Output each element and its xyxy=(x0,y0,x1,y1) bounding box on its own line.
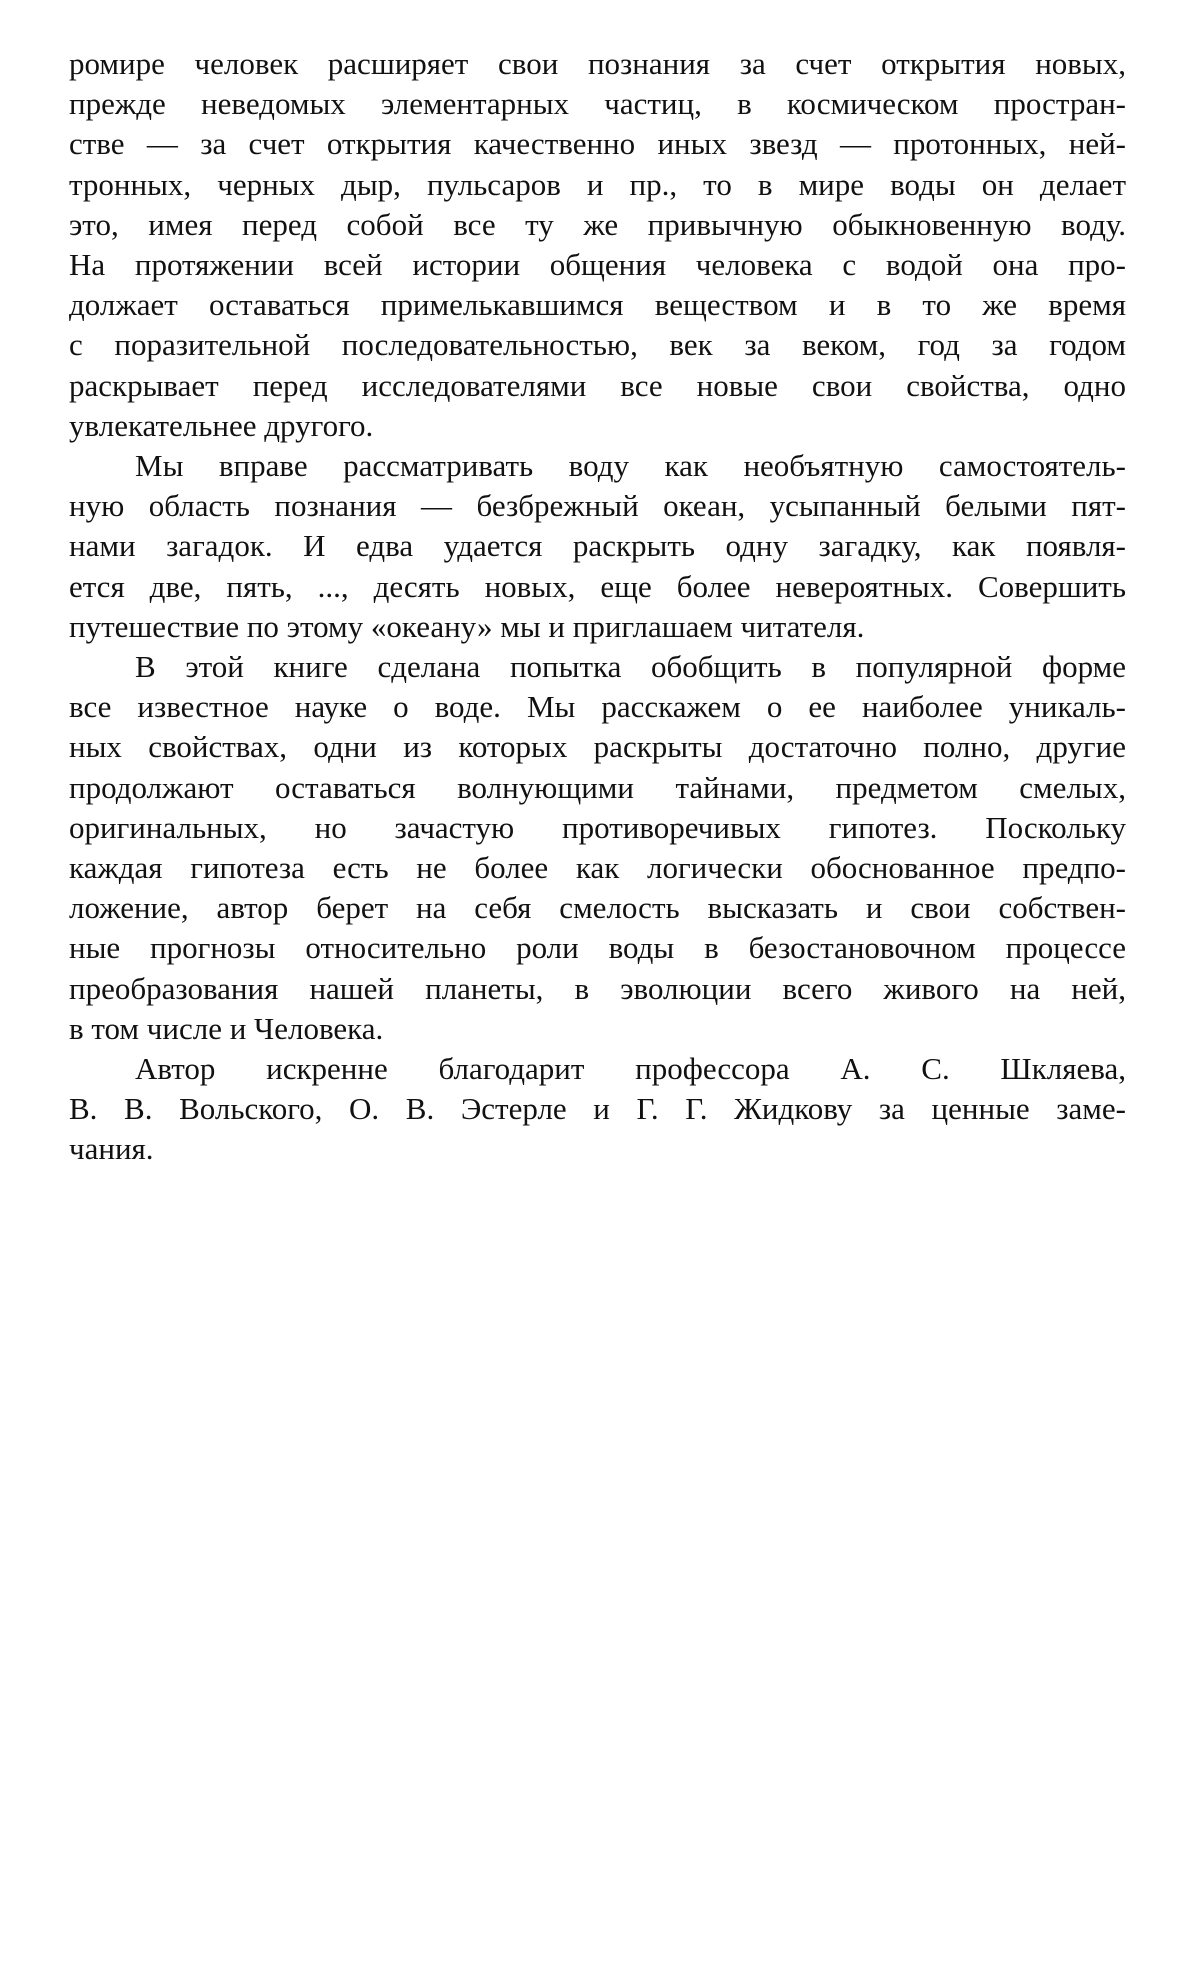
text-line: тронных, черных дыр, пульсаров и пр., то в мире воды он делает xyxy=(69,166,1126,202)
text-line: раскрывает перед исследователями все новые свои свойства, одно xyxy=(69,367,1126,403)
text-line: На протяжении всей истории общения человека с водой она про- xyxy=(69,247,1126,283)
text-line: ные прогнозы относительно роли воды в безостановочном процессе xyxy=(69,930,1126,966)
text-line: продолжают оставаться волнующими тайнами, предметом смелых, xyxy=(69,769,1126,805)
text-line: стве — за счет открытия качественно иных звезд — протонных, ней- xyxy=(69,126,1126,162)
text-line: ромире человек расширяет свои познания за счет открытия новых, xyxy=(69,46,1126,81)
text-line: ется две, пять, ..., десять новых, еще более невероятных. Совершить xyxy=(69,568,1126,604)
text-line: чания. xyxy=(69,1131,154,1167)
text-line: Автор искренне благодарит профессора А. С. Шкляева, xyxy=(135,1051,1126,1087)
text-line: должает оставаться примелькавшимся веществом и в то же время xyxy=(69,287,1126,323)
text-line: прежде неведомых элементарных частиц, в космическом простран- xyxy=(69,86,1126,122)
text-line: В этой книге сделана попытка обобщить в популярной форме xyxy=(135,649,1126,685)
text-line: В. В. Вольского, О. В. Эстерле и Г. Г. Жидкову за ценные заме- xyxy=(69,1091,1126,1127)
text-line: увлекательнее другого. xyxy=(69,407,374,443)
text-line: Мы вправе рассматривать воду как необъятную самостоятель- xyxy=(135,448,1126,484)
text-line: с поразительной последовательностью, век за веком, год за годом xyxy=(69,327,1126,363)
text-line: оригинальных, но зачастую противоречивых гипотез. Поскольку xyxy=(69,809,1126,845)
text-line: ных свойствах, одни из которых раскрыты достаточно полно, другие xyxy=(69,729,1126,765)
paragraph-1 xyxy=(69,44,1126,446)
text-line: все известное науке о воде. Мы расскажем о ее наиболее уникаль- xyxy=(69,689,1126,725)
text-line: каждая гипотеза есть не более как логически обоснованное предпо- xyxy=(69,850,1126,886)
text-line: это, имея перед собой все ту же привычную обыкновенную воду. xyxy=(69,206,1126,242)
text-line: в том числе и Человека. xyxy=(69,1010,384,1046)
text-line: преобразования нашей планеты, в эволюции всего живого на ней, xyxy=(69,970,1126,1006)
text-line: нами загадок. И едва удается раскрыть одну загадку, как появля- xyxy=(69,528,1126,564)
page-text xyxy=(69,44,1126,1170)
paragraph-2 xyxy=(69,446,1126,647)
text-line: путешествие по этому «океану» мы и приглашаем читателя. xyxy=(69,608,865,644)
text-line: ную область познания — безбрежный океан, усыпанный белыми пят- xyxy=(69,488,1126,524)
paragraph-4 xyxy=(69,1049,1126,1170)
paragraph-3 xyxy=(69,647,1126,1049)
text-line: ложение, автор берет на себя смелость высказать и свои собствен- xyxy=(69,890,1126,926)
